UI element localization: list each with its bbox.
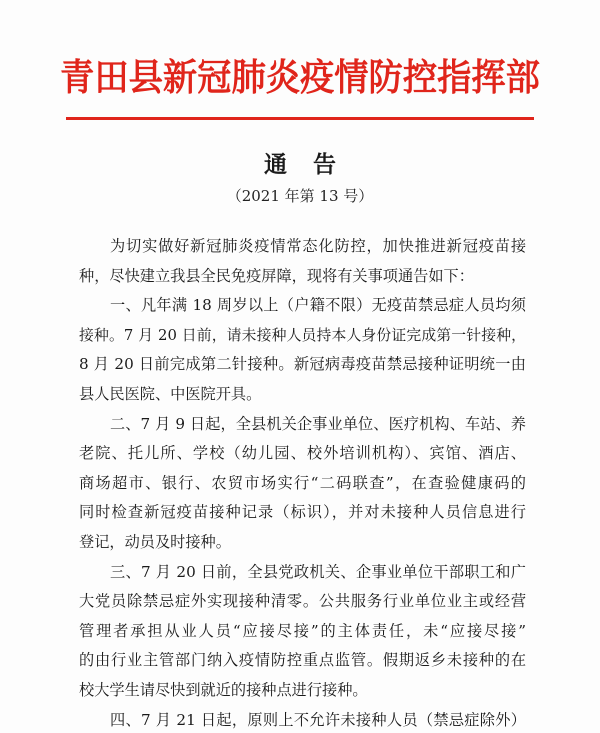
body-line: 的由行业主管部门纳入疫情防控重点监管。假期返乡未接种的在 — [79, 651, 526, 670]
red-divider — [66, 117, 534, 120]
body-line: 商场超市、银行、农贸市场实行“二码联查”，在查验健康码的 — [79, 473, 526, 492]
body-line: 四、7 月 21 日起，原则上不允许未接种人员（禁忌症除外） — [110, 710, 526, 729]
body-line: 大党员除禁忌症外实现接种清零。公共服务行业单位业主或经营 — [79, 592, 526, 611]
body-line: 接种。7 月 20 日前，请未接种人员持本人身份证完成第一针接种， — [79, 326, 526, 344]
body-line: 8 月 20 日前完成第二针接种。新冠病毒疫苗禁忌接种证明统一由 — [79, 355, 526, 374]
body-line: 为切实做好新冠肺炎疫情常态化防控，加快推进新冠疫苗接 — [110, 237, 526, 255]
body-line: 一、凡年满 18 周岁以上（户籍不限）无疫苗禁忌症人员均须 — [110, 296, 526, 315]
notice-body — [79, 232, 526, 733]
body-line: 管理者承担从业人员“应接尽接”的主体责任，未“应接尽接” — [79, 621, 526, 640]
body-line: 县人民医院、中医院开具。 — [79, 384, 262, 403]
body-line: 种，尽快建立我县全民免疫屏障，现将有关事项通告如下： — [79, 266, 474, 285]
body-line: 三、7 月 20 日前，全县党政机关、企事业单位干部职工和广 — [110, 562, 526, 581]
body-line: 校大学生请尽快到就近的接种点进行接种。 — [79, 680, 368, 699]
body-line: 登记，动员及时接种。 — [79, 532, 231, 551]
notice-number: （2021 年第 13 号） — [226, 187, 374, 205]
body-line: 同时检查新冠疫苗接种记录（标识），并对未接种人员信息进行 — [79, 503, 526, 522]
notice-title: 通告 — [264, 151, 362, 178]
body-line: 二、7 月 9 日起，全县机关企事业单位、医疗机构、车站、养 — [110, 414, 526, 433]
body-line: 老院、托儿所、学校（幼儿园、校外培训机构）、宾馆、酒店、 — [79, 444, 526, 463]
org-header: 青田县新冠肺炎疫情防控指挥部 — [60, 55, 540, 99]
